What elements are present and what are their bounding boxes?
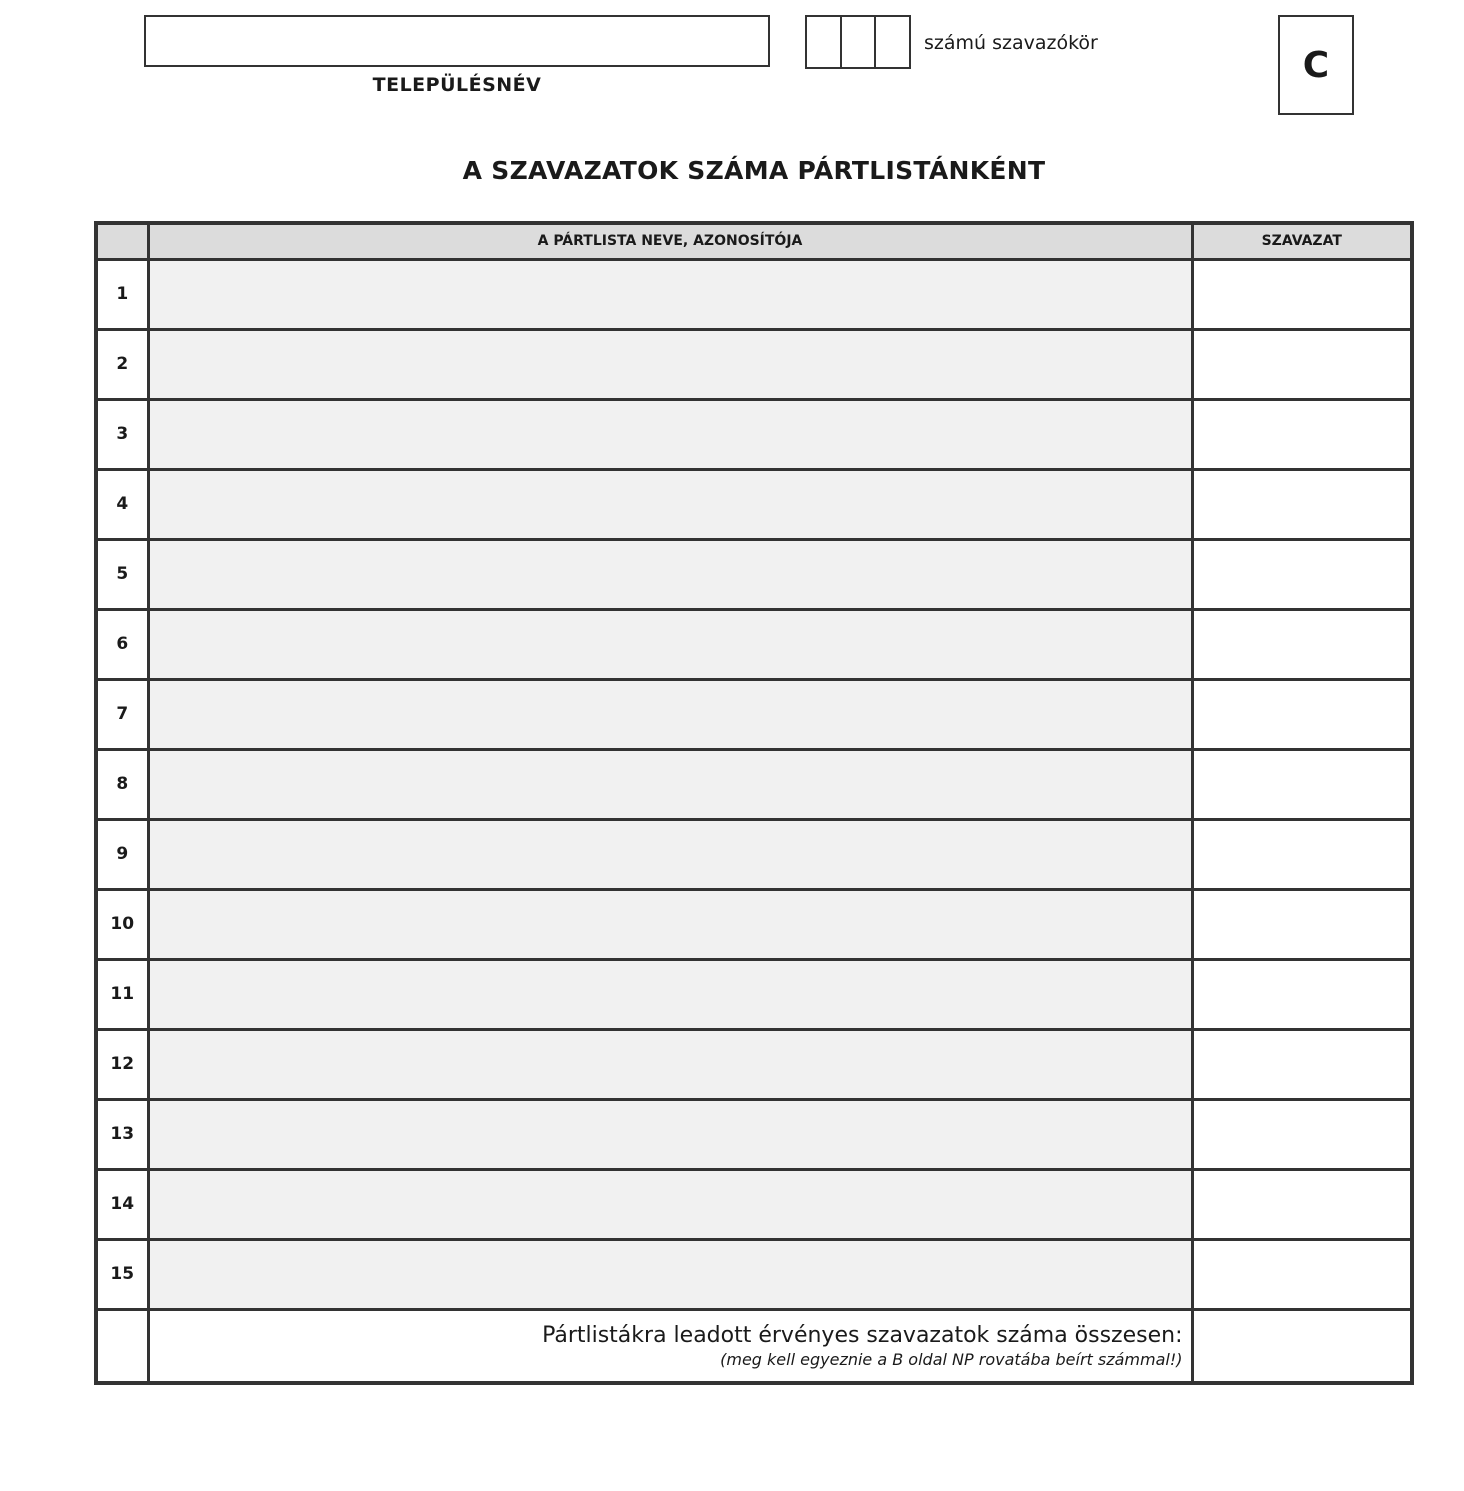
vote-count-cell[interactable] <box>1192 1099 1412 1169</box>
party-list-name-cell[interactable] <box>148 819 1192 889</box>
page-title: A SZAVAZATOK SZÁMA PÁRTLISTÁNKÉNT <box>462 156 1046 185</box>
table-row <box>96 1169 1412 1239</box>
row-number: 13 <box>96 1099 148 1169</box>
row-number: 8 <box>96 749 148 819</box>
table-row <box>96 399 1412 469</box>
table-row <box>96 679 1412 749</box>
vote-count-cell[interactable] <box>1192 819 1412 889</box>
district-label: számú szavazókör <box>924 32 1098 54</box>
table-row <box>96 1029 1412 1099</box>
row-number: 7 <box>96 679 148 749</box>
settlement-name-field[interactable] <box>144 15 770 67</box>
row-number: 11 <box>96 959 148 1029</box>
table-row <box>96 819 1412 889</box>
total-label-cell <box>148 1309 1192 1383</box>
table-row <box>96 609 1412 679</box>
row-number: 5 <box>96 539 148 609</box>
district-digit-box[interactable] <box>876 17 909 67</box>
row-number: 6 <box>96 609 148 679</box>
table-row <box>96 469 1412 539</box>
vote-count-cell[interactable] <box>1192 959 1412 1029</box>
vote-count-cell[interactable] <box>1192 749 1412 819</box>
row-number: 1 <box>96 259 148 329</box>
vote-count-cell[interactable] <box>1192 1169 1412 1239</box>
party-list-name-cell[interactable] <box>148 959 1192 1029</box>
row-number: 10 <box>96 889 148 959</box>
party-list-name-cell[interactable] <box>148 1239 1192 1309</box>
table-row <box>96 889 1412 959</box>
vote-count-cell[interactable] <box>1192 1029 1412 1099</box>
vote-count-cell[interactable] <box>1192 679 1412 749</box>
row-number: 9 <box>96 819 148 889</box>
party-list-name-cell[interactable] <box>148 259 1192 329</box>
table-row <box>96 329 1412 399</box>
party-list-name-cell[interactable] <box>148 329 1192 399</box>
vote-count-cell[interactable] <box>1192 399 1412 469</box>
party-list-name-cell[interactable] <box>148 609 1192 679</box>
party-list-name-cell[interactable] <box>148 889 1192 959</box>
party-list-votes-table <box>94 221 1414 1385</box>
row-number: 4 <box>96 469 148 539</box>
vote-count-cell[interactable] <box>1192 889 1412 959</box>
table-row <box>96 539 1412 609</box>
total-votes-cell[interactable] <box>1192 1309 1412 1383</box>
total-note: (meg kell egyeznie a B oldal NP rovatába beírt számmal!) <box>720 1349 1183 1369</box>
row-number: 12 <box>96 1029 148 1099</box>
total-row <box>96 1309 1412 1383</box>
vote-count-cell[interactable] <box>1192 469 1412 539</box>
vote-count-cell[interactable] <box>1192 1239 1412 1309</box>
column-header-party-list: A PÁRTLISTA NEVE, AZONOSÍTÓJA <box>148 223 1192 259</box>
total-label: Pártlistákra leadott érvényes szavazatok száma összesen: <box>542 1322 1183 1348</box>
vote-count-cell[interactable] <box>1192 539 1412 609</box>
table-row <box>96 1239 1412 1309</box>
row-number: 14 <box>96 1169 148 1239</box>
page-letter-badge: C <box>1278 15 1354 115</box>
party-list-name-cell[interactable] <box>148 539 1192 609</box>
vote-count-cell[interactable] <box>1192 259 1412 329</box>
row-number: 15 <box>96 1239 148 1309</box>
vote-count-cell[interactable] <box>1192 329 1412 399</box>
party-list-name-cell[interactable] <box>148 1099 1192 1169</box>
column-header-votes: SZAVAZAT <box>1192 223 1412 259</box>
total-row-number-cell <box>96 1309 148 1383</box>
row-number: 2 <box>96 329 148 399</box>
party-list-name-cell[interactable] <box>148 399 1192 469</box>
table-body <box>96 259 1412 1309</box>
column-header-number <box>96 223 148 259</box>
vote-count-cell[interactable] <box>1192 609 1412 679</box>
table-row <box>96 959 1412 1029</box>
table-row <box>96 749 1412 819</box>
party-list-name-cell[interactable] <box>148 749 1192 819</box>
table-header-row <box>96 223 1412 259</box>
row-number: 3 <box>96 399 148 469</box>
party-list-name-cell[interactable] <box>148 679 1192 749</box>
party-list-name-cell[interactable] <box>148 1029 1192 1099</box>
party-list-name-cell[interactable] <box>148 469 1192 539</box>
district-digit-box[interactable] <box>842 17 877 67</box>
party-list-name-cell[interactable] <box>148 1169 1192 1239</box>
table-row <box>96 259 1412 329</box>
settlement-label: TELEPÜLÉSNÉV <box>372 74 542 96</box>
table-row <box>96 1099 1412 1169</box>
district-number-field[interactable] <box>805 15 911 69</box>
district-digit-box[interactable] <box>807 17 842 67</box>
